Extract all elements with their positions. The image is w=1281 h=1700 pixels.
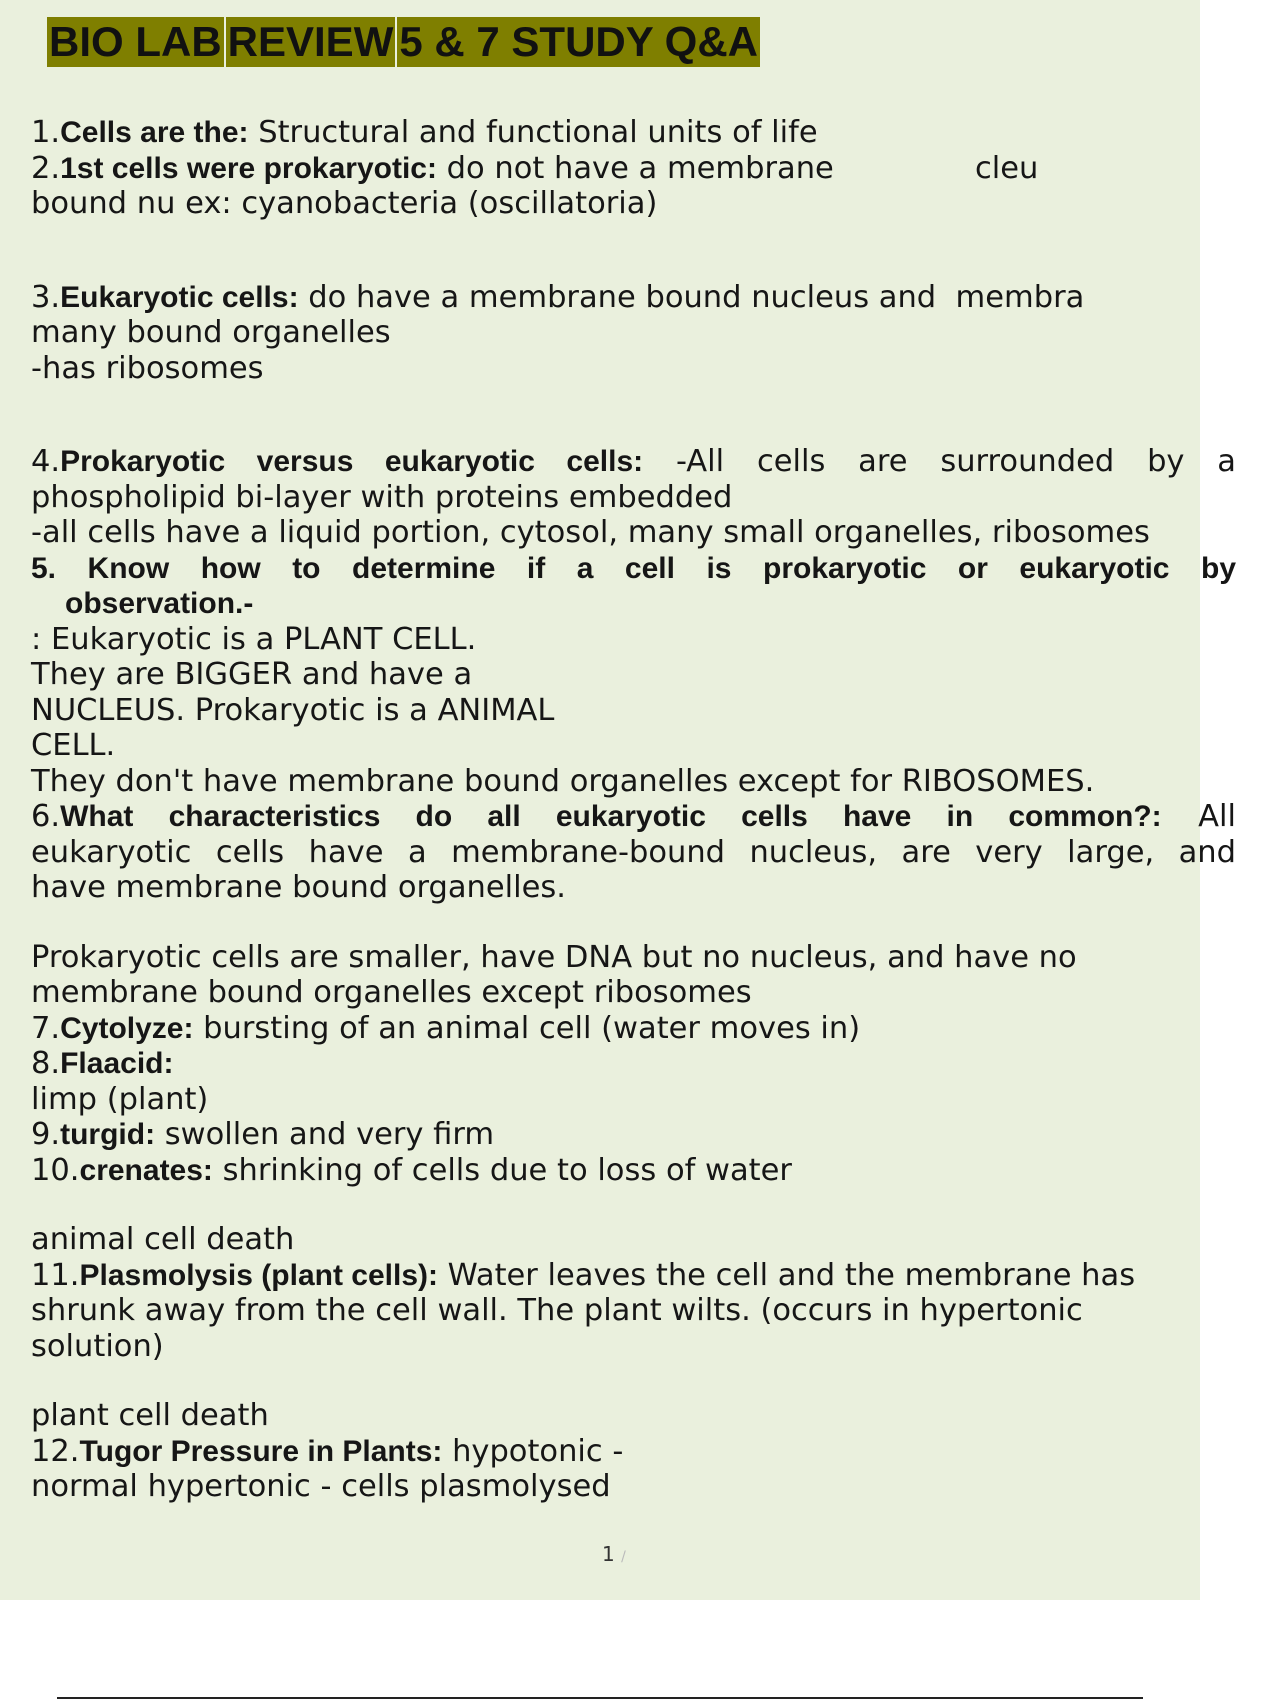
question-term: Plasmolysis (plant cells): [79,1258,438,1292]
question-term: turgid: [60,1118,156,1151]
question-10 [31,1153,1281,1189]
question-term: Cells are the: [60,116,249,149]
question-number: 3. [31,279,61,315]
answer-text: hypotonic - [442,1433,624,1469]
page-divider [57,1697,1143,1699]
answer-line: NUCLEUS. Prokaryotic is a ANIMAL [31,692,555,728]
title-segment: 5 & 7 STUDY Q&A [399,18,758,65]
answer-line: Prokaryotic cells are smaller, have DNA but no nucleus, and have no [31,939,1077,975]
question-number: 6. [31,799,61,834]
answer-line: many bound organelles [31,315,391,350]
question-12 [31,1434,1281,1470]
spacer [31,222,1281,280]
question-9 [31,1117,1281,1153]
question-7 [31,1011,1281,1047]
question-term: Prokaryotic versus eukaryotic cells: [60,445,644,478]
answer-text: do not have a membrane [436,150,834,186]
question-8 [31,1046,1281,1082]
question-term: 1st cells were prokaryotic: [60,151,437,185]
answer-text: shrinking of cells due to loss of water [212,1152,792,1188]
page-number [602,1542,626,1566]
answer-line: They are BIGGER and have a [31,657,473,692]
answer-line: membrane bound organelles except ribosomes [31,975,752,1010]
question-term: What characteristics do all eukaryotic cells have in common?: [60,800,1162,833]
answer-line: -has ribosomes [31,350,264,386]
question-6 [31,799,1236,835]
answer-line: -all cells have a liquid portion, cytosol, many small organelles, ribosomes [31,515,1150,550]
caption-line: plant cell death [31,1398,269,1433]
caption-line: animal cell death [31,1222,295,1257]
question-3 [31,280,1281,316]
answer-text: -All cells are surrounded by a [643,444,1236,479]
answer-line: normal hypertonic - cells plasmolysed [31,1469,611,1504]
question-term: Flaacid: [60,1047,174,1080]
question-number: 12. [31,1433,80,1469]
question-number: 2. [31,150,61,186]
question-term: Cytolyze: [60,1011,194,1045]
answer-line: : Eukaryotic is a PLANT CELL. [31,621,477,657]
question-number: 8. [31,1046,61,1081]
study-content [31,115,1281,1505]
answer-line: solution) [31,1328,164,1364]
answer-line: bound nu ex: cyanobacteria (oscillatoria) [31,186,658,221]
spacer [31,1188,1281,1222]
question-number: 5. [31,551,57,585]
answer-line: They don't have membrane bound organelles except for RIBOSOMES. [31,763,1095,799]
answer-line: have membrane bound organelles. [31,870,566,905]
question-2 [31,151,1281,187]
question-number: 4. [31,444,61,479]
answer-text: do have a membrane bound nucleus and membra [298,279,1085,315]
question-4 [31,444,1236,480]
question-5 [31,551,1236,587]
answer-line: shrunk away from the cell wall. The plant wilts. (occurs in hypertonic [31,1293,1083,1328]
spacer [31,386,1281,444]
answer-text: swollen and very firm [155,1117,495,1152]
answer-line: phospholipid bi-layer with proteins embedded [31,479,733,515]
question-number: 11. [31,1257,80,1293]
question-term-continued: observation.- [65,587,254,620]
answer-text: Water leaves the cell and the membrane has [437,1257,1136,1293]
answer-line: CELL. [31,728,116,763]
question-number: 9. [31,1117,61,1152]
question-number: 7. [31,1010,61,1046]
question-term: Eukaryotic cells: [60,280,299,314]
answer-line: limp (plant) [31,1081,209,1117]
page-mark: / [621,1549,626,1565]
question-number: 1. [31,115,61,150]
question-number: 10. [31,1152,80,1188]
question-term: crenates: [79,1153,213,1187]
page-number-value: 1 [602,1542,615,1566]
answer-text: bursting of an animal cell (water moves in) [193,1010,861,1046]
question-term: Tugor Pressure in Plants: [79,1434,443,1468]
answer-line: eukaryotic cells have a membrane-bound nucleus, are very large, and [31,834,1236,870]
title-segment: BIO LAB [49,18,222,65]
stray-text: cleu [975,150,1039,186]
question-term: Know how to determine if a cell is prokaryotic or eukaryotic by [56,551,1236,585]
answer-text: All [1161,799,1236,834]
question-11 [31,1258,1281,1294]
page-title [47,17,760,67]
title-segment: REVIEW [227,18,394,65]
answer-text: Structural and functional units of life [248,115,818,150]
question-1 [31,115,1281,151]
spacer [31,906,1281,940]
spacer [31,1364,1281,1398]
